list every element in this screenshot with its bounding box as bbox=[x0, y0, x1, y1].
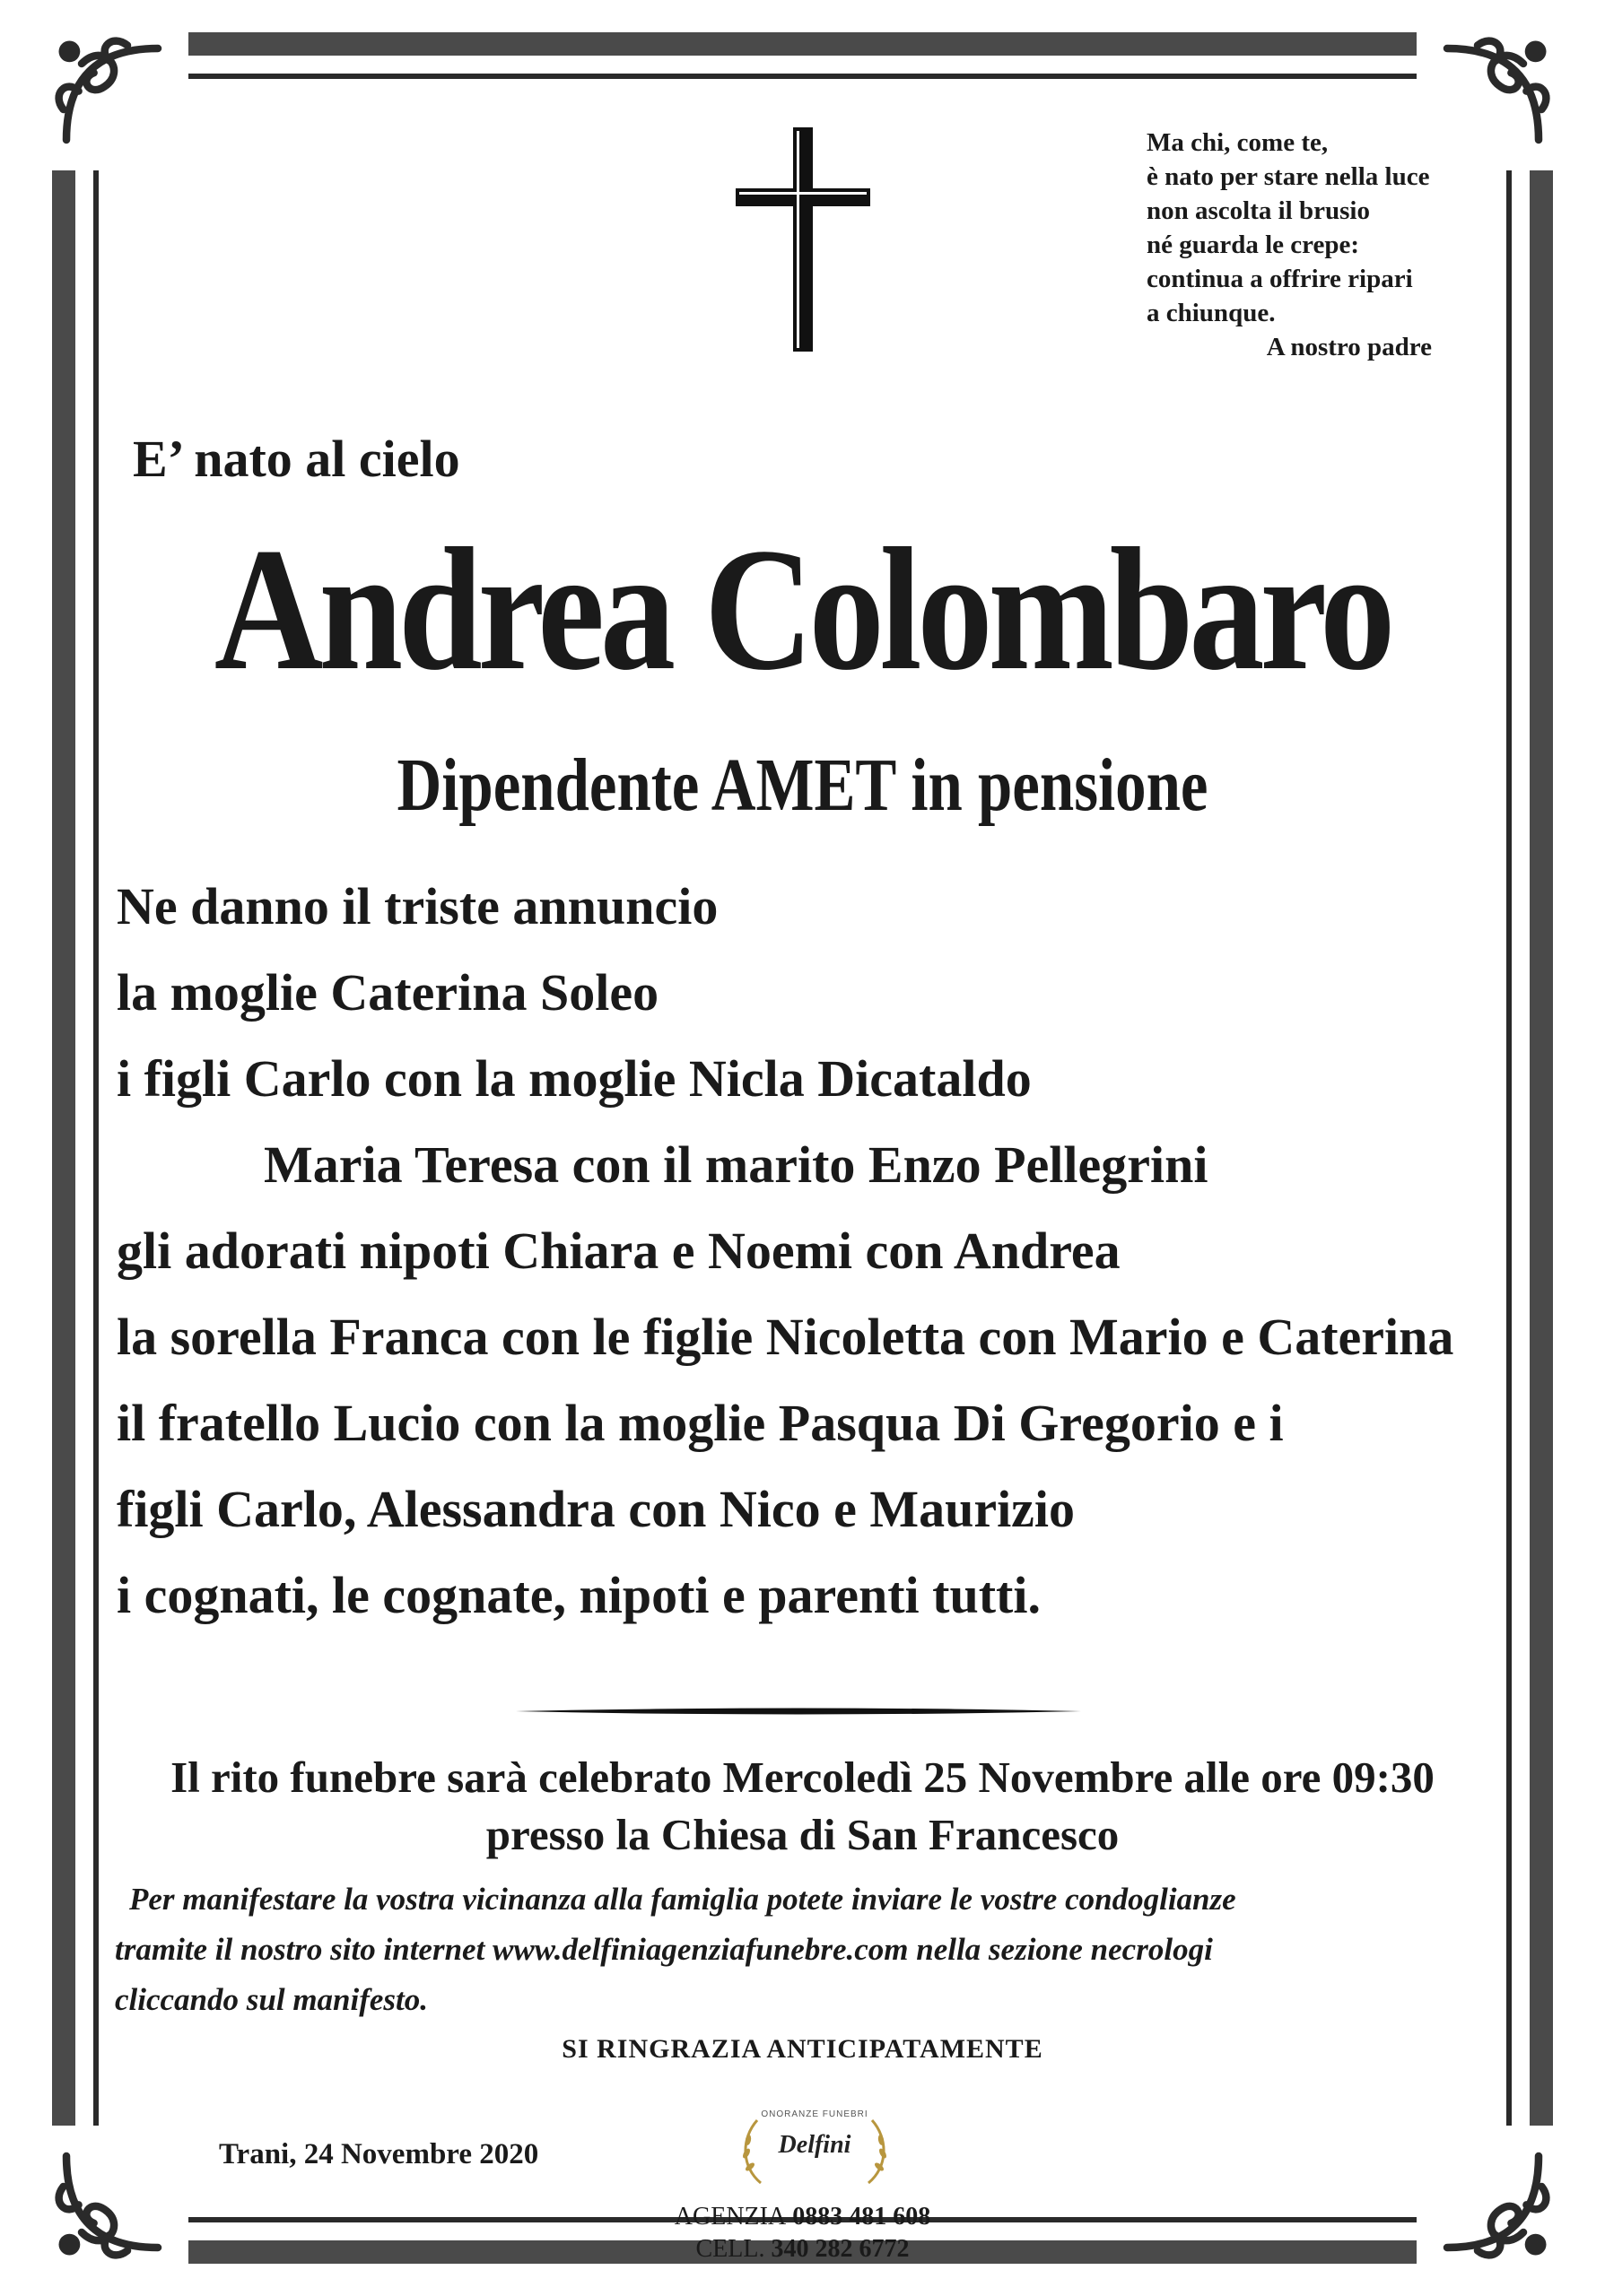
divider bbox=[516, 1704, 1081, 1713]
poem-dedication: A nostro padre bbox=[1266, 333, 1432, 361]
logo-subtitle: ONORANZE FUNEBRI bbox=[761, 2109, 868, 2119]
poem-line: né guarda le crepe: bbox=[1147, 230, 1360, 259]
poem-line: continua a offrire ripari bbox=[1147, 265, 1413, 293]
cell-label: CELL. bbox=[695, 2235, 765, 2263]
corner-ornament-top-left bbox=[36, 18, 188, 170]
family-line: la sorella Franca con le figlie Nicoletta con Mario e Caterina bbox=[117, 1308, 1454, 1366]
condolence-note bbox=[115, 1874, 1496, 2025]
family-list bbox=[117, 875, 1516, 1650]
family-line: Ne danno il triste annuncio bbox=[117, 877, 719, 935]
cell-number: 340 282 6772 bbox=[771, 2235, 910, 2263]
family-line: i cognati, le cognate, nipoti e parenti tutti. bbox=[117, 1566, 1041, 1624]
thanks-line: SI RINGRAZIA ANTICIPATAMENTE bbox=[562, 2034, 1043, 2064]
family-line: il fratello Lucio con la moglie Pasqua Di Gregorio e i bbox=[117, 1394, 1284, 1452]
poem-line: è nato per stare nella luce bbox=[1147, 162, 1430, 191]
family-line: i figli Carlo con la moglie Nicla Dicataldo bbox=[117, 1049, 1032, 1108]
rite-location: presso la Chiesa di San Francesco bbox=[485, 1810, 1120, 1859]
place-date: Trani, 24 Novembre 2020 bbox=[219, 2138, 539, 2170]
note-line: tramite il nostro sito internet www.delfiniagenziafunebre.com nella sezione necrologi bbox=[115, 1932, 1213, 1967]
dedication-poem bbox=[1147, 126, 1443, 364]
logo-name: Delfini bbox=[778, 2131, 851, 2159]
agency-cell-line bbox=[0, 2233, 1605, 2266]
phone-label: AGENZIA bbox=[674, 2203, 787, 2231]
agency-phone-line bbox=[0, 2201, 1605, 2233]
note-line: cliccando sul manifesto. bbox=[115, 1982, 429, 2017]
announcement-intro: E’ nato al cielo bbox=[133, 430, 460, 488]
poem-line: non ascolta il brusio bbox=[1147, 196, 1370, 225]
deceased-role: Dipendente AMET in pensione bbox=[397, 744, 1208, 827]
family-line: gli adorati nipoti Chiara e Noemi con Andrea bbox=[117, 1222, 1121, 1280]
agency-contacts bbox=[0, 2201, 1605, 2266]
rite-date-time: Il rito funebre sarà celebrato Mercoledì 25 Novembre alle ore 09:30 bbox=[170, 1752, 1435, 1802]
poem-line: Ma chi, come te, bbox=[1147, 128, 1329, 157]
note-line: Per manifestare la vostra vicinanza alla famiglia potete inviare le vostre condoglianze bbox=[129, 1882, 1236, 1917]
phone-number: 0883 481 608 bbox=[792, 2203, 931, 2231]
family-line: figli Carlo, Alessandra con Nico e Maurizio bbox=[117, 1480, 1076, 1538]
family-line: Maria Teresa con il marito Enzo Pellegrini bbox=[264, 1135, 1208, 1194]
cross-icon bbox=[736, 127, 870, 352]
deceased-name: Andrea Colombaro bbox=[214, 512, 1391, 707]
family-line: la moglie Caterina Soleo bbox=[117, 963, 659, 1022]
funeral-rite bbox=[0, 1749, 1605, 1864]
poem-line: a chiunque. bbox=[1147, 299, 1276, 327]
